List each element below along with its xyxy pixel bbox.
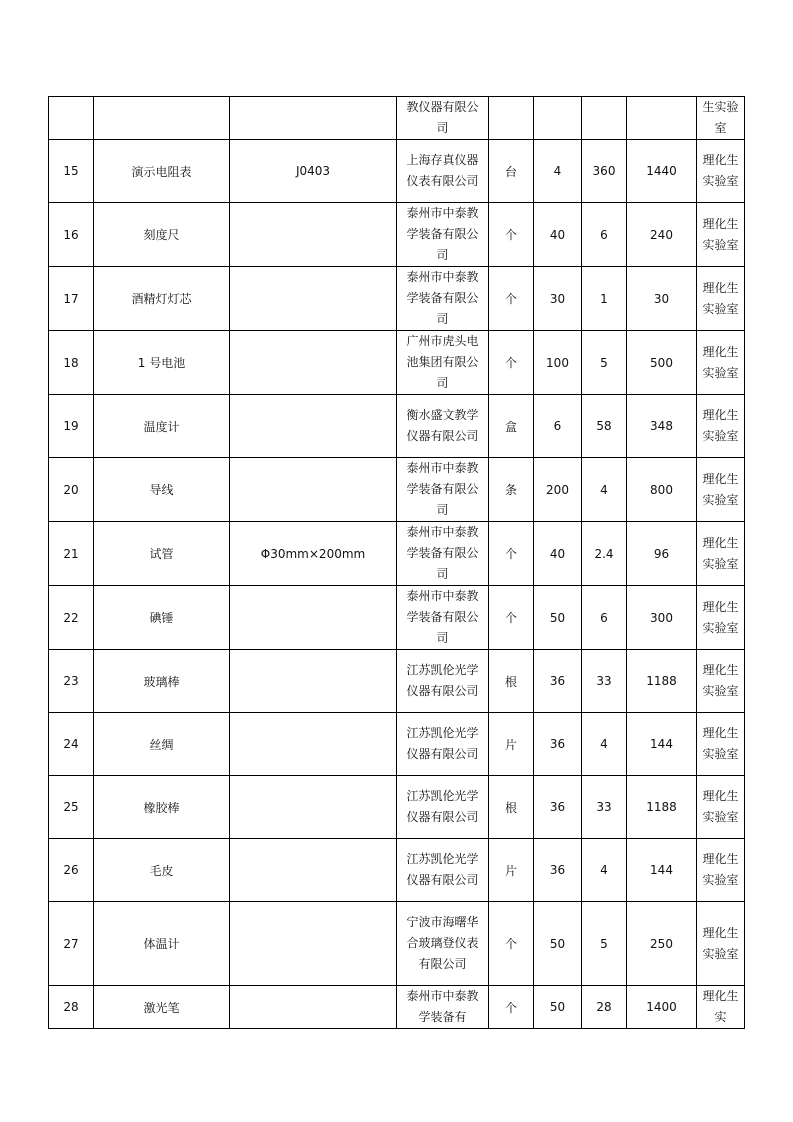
item-model <box>230 713 397 776</box>
unit-price: 6 <box>582 203 627 267</box>
supplier: 泰州市中泰教学装备有限公司 <box>397 267 489 331</box>
unit <box>489 97 534 140</box>
supplier: 江苏凯伦光学仪器有限公司 <box>397 650 489 713</box>
amount: 800 <box>627 458 697 522</box>
item-name: 丝绸 <box>94 713 230 776</box>
unit: 个 <box>489 986 534 1029</box>
unit: 片 <box>489 839 534 902</box>
item-name: 温度计 <box>94 395 230 458</box>
location: 理化生实验室 <box>697 713 745 776</box>
item-model <box>230 267 397 331</box>
quantity: 40 <box>534 203 582 267</box>
supplier: 上海存真仪器仪表有限公司 <box>397 140 489 203</box>
amount: 30 <box>627 267 697 331</box>
supplier: 江苏凯伦光学仪器有限公司 <box>397 713 489 776</box>
supplier: 衡水盛文教学仪器有限公司 <box>397 395 489 458</box>
item-model <box>230 458 397 522</box>
item-name: 试管 <box>94 522 230 586</box>
table-row <box>49 97 745 140</box>
location: 理化生实验室 <box>697 267 745 331</box>
row-number: 17 <box>49 267 94 331</box>
item-model <box>230 331 397 395</box>
supplier: 泰州市中泰教学装备有限公司 <box>397 203 489 267</box>
location: 理化生实验室 <box>697 776 745 839</box>
unit-price: 5 <box>582 902 627 986</box>
quantity: 50 <box>534 986 582 1029</box>
row-number: 16 <box>49 203 94 267</box>
location: 理化生实验室 <box>697 586 745 650</box>
location: 理化生实 <box>697 986 745 1029</box>
location: 理化生实验室 <box>697 203 745 267</box>
amount: 300 <box>627 586 697 650</box>
quantity: 36 <box>534 713 582 776</box>
table-row <box>49 650 745 713</box>
location: 理化生实验室 <box>697 522 745 586</box>
table-row <box>49 902 745 986</box>
row-number: 26 <box>49 839 94 902</box>
supplier: 教仪器有限公司 <box>397 97 489 140</box>
unit-price: 360 <box>582 140 627 203</box>
row-number: 28 <box>49 986 94 1029</box>
location: 生实验室 <box>697 97 745 140</box>
item-name: 导线 <box>94 458 230 522</box>
unit: 根 <box>489 776 534 839</box>
item-name <box>94 97 230 140</box>
supplier: 泰州市中泰教学装备有限公司 <box>397 586 489 650</box>
table-row <box>49 776 745 839</box>
amount: 1400 <box>627 986 697 1029</box>
unit: 个 <box>489 203 534 267</box>
quantity: 200 <box>534 458 582 522</box>
table-row <box>49 586 745 650</box>
item-model: Φ30mm×200mm <box>230 522 397 586</box>
quantity: 50 <box>534 586 582 650</box>
unit-price: 2.4 <box>582 522 627 586</box>
row-number: 15 <box>49 140 94 203</box>
item-name: 演示电阻表 <box>94 140 230 203</box>
item-model <box>230 650 397 713</box>
table-row <box>49 839 745 902</box>
item-model <box>230 776 397 839</box>
location: 理化生实验室 <box>697 395 745 458</box>
item-model <box>230 97 397 140</box>
supplier: 泰州市中泰教学装备有 <box>397 986 489 1029</box>
supplier: 广州市虎头电池集团有限公司 <box>397 331 489 395</box>
amount: 1188 <box>627 650 697 713</box>
item-model <box>230 395 397 458</box>
unit-price: 4 <box>582 713 627 776</box>
row-number: 22 <box>49 586 94 650</box>
unit: 片 <box>489 713 534 776</box>
item-name: 毛皮 <box>94 839 230 902</box>
unit-price <box>582 97 627 140</box>
amount: 144 <box>627 839 697 902</box>
amount: 500 <box>627 331 697 395</box>
row-number: 19 <box>49 395 94 458</box>
unit: 个 <box>489 902 534 986</box>
table-row <box>49 458 745 522</box>
item-model <box>230 586 397 650</box>
item-model <box>230 839 397 902</box>
table-row <box>49 395 745 458</box>
unit: 根 <box>489 650 534 713</box>
quantity: 30 <box>534 267 582 331</box>
item-name: 刻度尺 <box>94 203 230 267</box>
equipment-table <box>48 96 745 1029</box>
quantity: 4 <box>534 140 582 203</box>
unit-price: 4 <box>582 839 627 902</box>
supplier: 泰州市中泰教学装备有限公司 <box>397 522 489 586</box>
amount: 240 <box>627 203 697 267</box>
quantity: 100 <box>534 331 582 395</box>
unit-price: 4 <box>582 458 627 522</box>
supplier: 泰州市中泰教学装备有限公司 <box>397 458 489 522</box>
amount: 348 <box>627 395 697 458</box>
unit-price: 33 <box>582 776 627 839</box>
amount <box>627 97 697 140</box>
row-number: 23 <box>49 650 94 713</box>
item-name: 玻璃棒 <box>94 650 230 713</box>
row-number: 21 <box>49 522 94 586</box>
table-row <box>49 203 745 267</box>
location: 理化生实验室 <box>697 650 745 713</box>
supplier: 江苏凯伦光学仪器有限公司 <box>397 776 489 839</box>
table-row <box>49 331 745 395</box>
table-row <box>49 267 745 331</box>
amount: 1188 <box>627 776 697 839</box>
item-model <box>230 203 397 267</box>
amount: 250 <box>627 902 697 986</box>
item-name: 酒精灯灯芯 <box>94 267 230 331</box>
amount: 144 <box>627 713 697 776</box>
supplier: 江苏凯伦光学仪器有限公司 <box>397 839 489 902</box>
row-number <box>49 97 94 140</box>
amount: 1440 <box>627 140 697 203</box>
quantity: 36 <box>534 839 582 902</box>
row-number: 25 <box>49 776 94 839</box>
quantity: 6 <box>534 395 582 458</box>
unit-price: 58 <box>582 395 627 458</box>
quantity: 36 <box>534 650 582 713</box>
unit: 盒 <box>489 395 534 458</box>
row-number: 20 <box>49 458 94 522</box>
table-row <box>49 986 745 1029</box>
quantity <box>534 97 582 140</box>
item-model <box>230 902 397 986</box>
item-name: 体温计 <box>94 902 230 986</box>
table-row <box>49 522 745 586</box>
row-number: 24 <box>49 713 94 776</box>
unit: 个 <box>489 267 534 331</box>
unit-price: 28 <box>582 986 627 1029</box>
unit-price: 33 <box>582 650 627 713</box>
location: 理化生实验室 <box>697 458 745 522</box>
location: 理化生实验室 <box>697 331 745 395</box>
quantity: 50 <box>534 902 582 986</box>
row-number: 18 <box>49 331 94 395</box>
item-model <box>230 986 397 1029</box>
item-name: 1 号电池 <box>94 331 230 395</box>
unit-price: 6 <box>582 586 627 650</box>
row-number: 27 <box>49 902 94 986</box>
unit: 条 <box>489 458 534 522</box>
table-row <box>49 140 745 203</box>
unit: 台 <box>489 140 534 203</box>
supplier: 宁波市海曙华合玻璃登仪表有限公司 <box>397 902 489 986</box>
quantity: 36 <box>534 776 582 839</box>
unit: 个 <box>489 586 534 650</box>
unit: 个 <box>489 331 534 395</box>
quantity: 40 <box>534 522 582 586</box>
table-row <box>49 713 745 776</box>
location: 理化生实验室 <box>697 839 745 902</box>
item-model: J0403 <box>230 140 397 203</box>
location: 理化生实验室 <box>697 902 745 986</box>
location: 理化生实验室 <box>697 140 745 203</box>
item-name: 橡胶棒 <box>94 776 230 839</box>
amount: 96 <box>627 522 697 586</box>
unit-price: 5 <box>582 331 627 395</box>
unit: 个 <box>489 522 534 586</box>
item-name: 激光笔 <box>94 986 230 1029</box>
unit-price: 1 <box>582 267 627 331</box>
item-name: 碘锤 <box>94 586 230 650</box>
